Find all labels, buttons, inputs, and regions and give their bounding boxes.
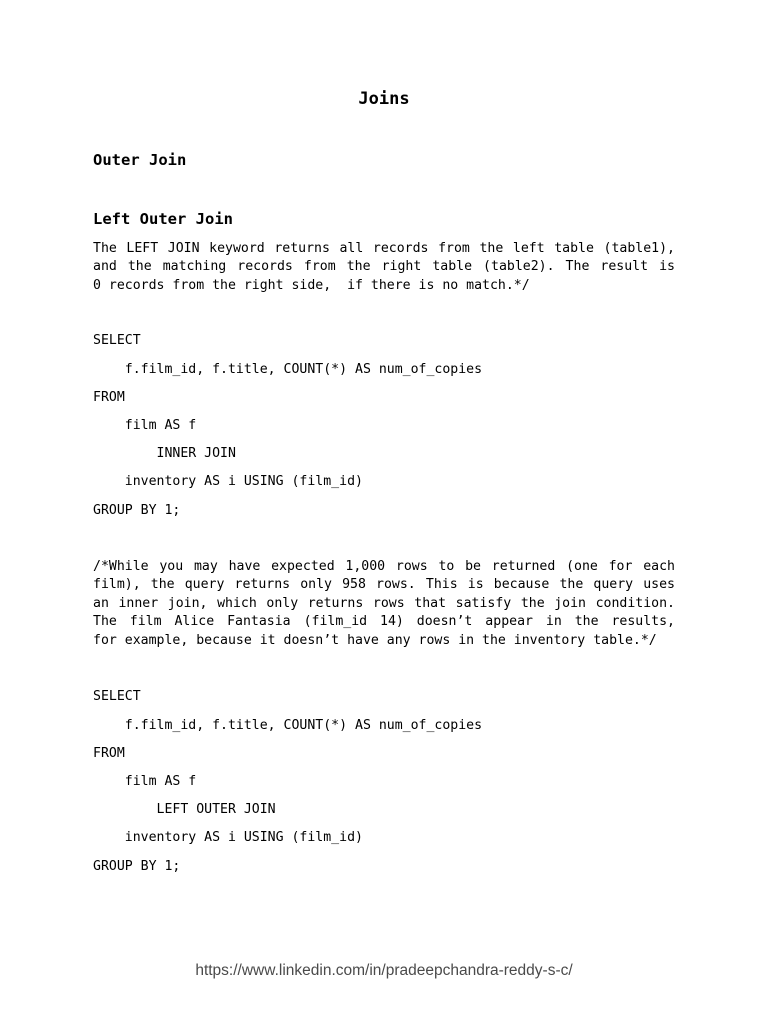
code-line: SELECT <box>93 333 141 348</box>
paragraph-line: 0 records from the right side, if there is no match.*/ <box>93 277 530 293</box>
subsection-heading: Left Outer Join <box>93 210 233 228</box>
code-line: inventory AS i USING (film_id) <box>93 830 363 845</box>
paragraph-line: /*While you may have expected 1,000 rows to be returned (one for each <box>93 559 675 574</box>
paragraph-line: and the matching records from the right table (table2). The result is <box>93 259 675 275</box>
paragraph-line: for example, because it doesn’t have any rows in the inventory table.*/ <box>93 632 657 648</box>
paragraph-line: The film Alice Fantasia (film_id 14) doesn’t appear in the results, <box>93 614 675 630</box>
code-line: SELECT <box>93 689 141 704</box>
footer-linkedin-link[interactable]: https://www.linkedin.com/in/pradeepchandra-reddy-s-c/ <box>195 962 573 979</box>
code-line: f.film_id, f.title, COUNT(*) AS num_of_copies <box>93 718 483 733</box>
code-line: LEFT OUTER JOIN <box>93 802 276 817</box>
code-line: f.film_id, f.title, COUNT(*) AS num_of_copies <box>93 362 483 377</box>
section-heading: Outer Join <box>93 151 187 169</box>
code-line: INNER JOIN <box>93 446 236 461</box>
explanation-paragraph <box>93 558 675 650</box>
paragraph-line: film), the query returns only 958 rows. This is because the query uses <box>93 577 675 593</box>
code-line: GROUP BY 1; <box>93 503 181 518</box>
code-line: inventory AS i USING (film_id) <box>93 474 363 489</box>
code-line: film AS f <box>93 774 197 789</box>
paragraph-line: an inner join, which only returns rows that satisfy the join condition. <box>93 595 675 611</box>
paragraph-line: The LEFT JOIN keyword returns all records from the left table (table1), <box>93 241 675 256</box>
intro-paragraph <box>93 240 675 295</box>
code-line: FROM <box>93 746 125 761</box>
code-line: film AS f <box>93 418 197 433</box>
page-title: Joins <box>358 89 410 109</box>
code-line: FROM <box>93 390 125 405</box>
code-line: GROUP BY 1; <box>93 859 181 874</box>
